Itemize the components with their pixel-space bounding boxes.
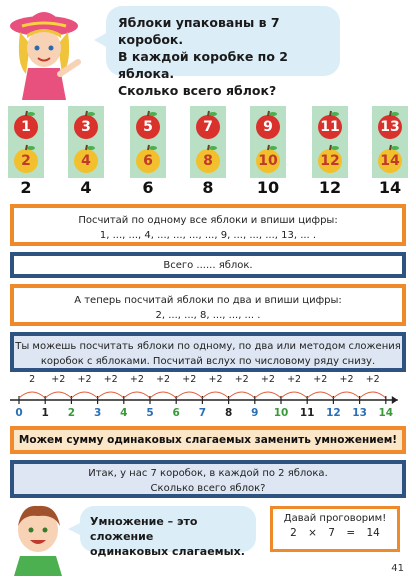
number-line-tick-label: 8 [224,407,233,419]
apple-number: 6 [143,153,153,169]
multiplication-equation: 2 × 7 = 14 [290,527,380,539]
girl-illustration [6,4,84,100]
jump-arc [360,392,386,398]
number-line-tick-label: 6 [172,407,180,419]
jump-arc [229,392,255,398]
apple-box [372,106,408,178]
jump-label: +2 [129,374,144,385]
jump-label: +2 [260,374,275,385]
number-line-tick-label: 13 [352,407,367,419]
box-running-total: 12 [318,178,342,197]
intro-line: Яблоки упакованы в 7 коробок. [118,15,280,47]
number-line-tick-label: 7 [198,407,207,419]
jump-label: +2 [234,374,249,385]
box-running-total: 14 [378,178,402,197]
multiplication-highlight [10,426,406,454]
jump-arc [98,392,124,398]
number-line-tick-label: 10 [273,407,289,419]
box-running-total: 6 [142,178,154,197]
jump-label: +2 [208,374,223,385]
number-line-tick-label: 3 [93,407,102,419]
jump-label: +2 [339,374,354,385]
number-line-tick-label: 0 [15,407,23,419]
task-text: Сколько всего яблок? [150,483,266,494]
jump-arc [176,392,202,398]
say-aloud-box [270,506,400,552]
task-count-by-one [10,204,406,246]
apple-number: 1 [21,119,31,135]
task-count-aloud [10,332,406,372]
jump-arc [281,392,307,398]
number-line-tick-label: 2 [67,407,76,419]
apple-number: 12 [320,153,340,169]
jump-label: +2 [156,374,171,385]
apple-number: 4 [81,153,91,169]
number-line-tick-label: 11 [299,407,315,419]
intro-line: В каждой коробке по 2 яблока. [118,49,288,81]
apple-number: 9 [263,119,273,135]
jump-label: 2 [29,374,36,385]
apple-number: 10 [258,153,278,169]
number-line-tick-label: 5 [146,407,154,419]
number-line-tick-label: 1 [41,407,49,419]
jump-arc [307,392,333,398]
jump-label: +2 [313,374,328,385]
jump-arc [45,392,71,398]
definition-line: одинаковых слагаемых. [90,545,245,558]
jump-label: +2 [365,374,380,385]
box-running-total: 8 [202,178,214,197]
highlight-text: Можем сумму одинаковых слагаемых заменить умножением! [14,430,402,450]
intro-speech-bubble [106,6,340,98]
box-running-total: 2 [20,178,32,197]
task-summary [10,460,406,498]
jump-arc [19,392,45,398]
apple-number: 14 [380,153,400,169]
task-blanks: 2, ..., ..., 8, ..., ..., ... . [155,310,261,321]
box-running-total: 4 [80,178,92,197]
task-text: А теперь посчитай яблоки по два и впиши цифры: [74,295,342,306]
apple-number: 3 [81,119,91,135]
apple-number: 8 [203,153,213,169]
apple-box [68,106,104,178]
task-text: Посчитай по одному все яблоки и впиши цифры: [78,215,338,226]
apple-number: 5 [143,119,153,135]
jump-arc [202,392,228,398]
jump-label: +2 [287,374,302,385]
jump-arc [333,392,359,398]
apple-box [312,106,348,178]
apple-box [190,106,226,178]
jump-arc [255,392,281,398]
task-text: Всего ...... яблок. [163,260,253,271]
jump-arc [71,392,97,398]
jump-arc [150,392,176,398]
task-text: коробок с яблоками. Посчитай вслух по числовому ряду снизу. [40,356,376,367]
number-line-tick-label: 9 [251,407,259,419]
jump-label: +2 [182,374,197,385]
apple-number: 2 [21,153,31,169]
task-count-by-two [10,284,406,326]
apple-number: 11 [320,119,340,135]
jump-label: +2 [51,374,66,385]
number-line [0,372,416,420]
task-text: Ты можешь посчитать яблоки по одному, по два или методом сложения [15,341,401,352]
task-blanks: 1, ..., ..., 4, ..., ..., ..., ..., 9, ..., ..., ..., 13, ... . [99,230,317,241]
jump-label: +2 [103,374,118,385]
task-text: Итак, у нас 7 коробок, в каждой по 2 яблока. [88,468,328,479]
number-line-tick-label: 12 [326,407,341,419]
page-number: 41 [391,563,404,574]
jump-arc [124,392,150,398]
apple-box [130,106,166,178]
definition-line: Умножение – это сложение [90,515,198,543]
box-running-total: 10 [256,178,280,197]
apple-box [8,106,44,178]
jump-label: +2 [77,374,92,385]
apple-number: 13 [380,119,400,135]
task-total [10,252,406,278]
definition-speech-bubble [80,506,256,558]
number-line-tick-label: 14 [378,407,394,419]
say-aloud-title: Давай проговорим! [283,513,387,524]
apple-boxes [0,106,416,198]
apple-box [250,106,286,178]
arrow-right-icon [392,396,398,404]
number-line-tick-label: 4 [120,407,128,419]
apple-number: 7 [203,119,213,135]
boy-illustration [8,500,68,576]
intro-line: Сколько всего яблок? [118,83,277,98]
